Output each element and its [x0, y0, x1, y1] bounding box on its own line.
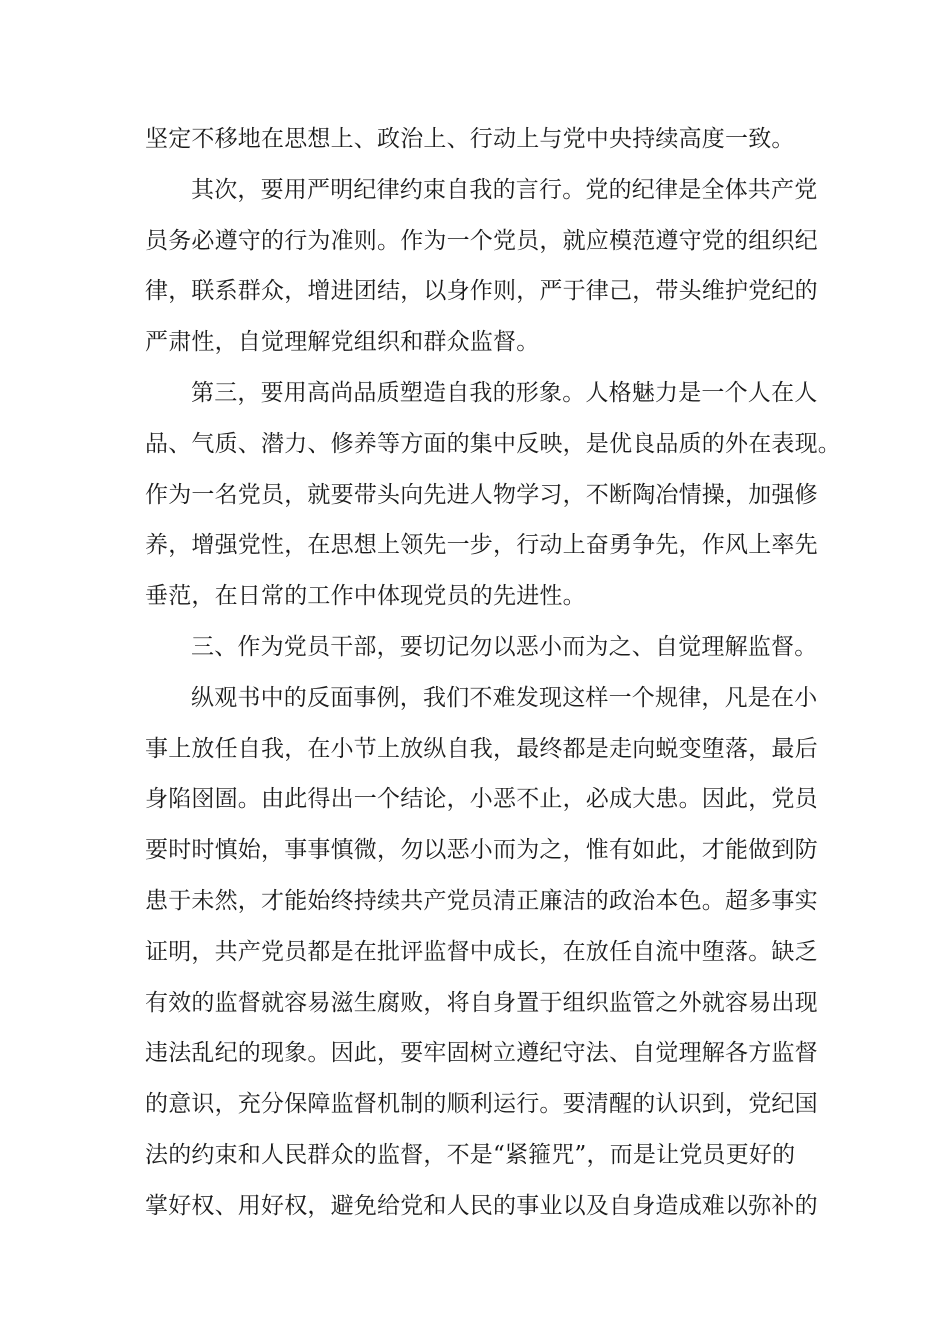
text-line: 要时时慎始，事事慎微，勿以恶小而为之，惟有如此，才能做到防 [145, 837, 818, 864]
section-heading: 三、作为党员干部，要切记勿以恶小而为之、自觉理解监督。 [191, 633, 818, 660]
text-line: 坚定不移地在思想上、政治上、行动上与党中央持续高度一致。 [145, 126, 795, 152]
text-line: 作为一名党员，就要带头向先进人物学习，不断陶冶情操，加强修 [145, 481, 818, 508]
text-line: 严肃性，自觉理解党组织和群众监督。 [145, 329, 540, 356]
text-line: 垂范，在日常的工作中体现党员的先进性。 [145, 583, 586, 610]
text-line: 身陷囹圄。由此得出一个结论，小恶不止，必成大患。因此，党员 [145, 786, 818, 813]
body-text [145, 114, 841, 1232]
text-line: 养，增强党性，在思想上领先一步，行动上奋勇争先，作风上率先 [145, 532, 818, 559]
text-line: 患于未然，才能始终持续共产党员清正廉洁的政治本色。超多事实 [145, 887, 818, 914]
text-line: 品、气质、潜力、修养等方面的集中反映，是优良品质的外在表现。 [145, 430, 841, 457]
text-line: 律，联系群众，增进团结，以身作则，严于律己，带头维护党纪的 [145, 278, 818, 305]
text-line: 的意识，充分保障监督机制的顺利运行。要清醒的认识到，党纪国 [145, 1091, 818, 1118]
text-line: 员务必遵守的行为准则。作为一个党员，就应模范遵守党的组织纪 [145, 227, 818, 254]
text-line: 纵观书中的反面事例，我们不难发现这样一个规律，凡是在小 [191, 684, 818, 711]
text-line: 违法乱纪的现象。因此，要牢固树立遵纪守法、自觉理解各方监督 [145, 1040, 818, 1067]
text-line: 其次，要用严明纪律约束自我的言行。党的纪律是全体共产党 [191, 176, 818, 203]
text-line: 证明，共产党员都是在批评监督中成长，在放任自流中堕落。缺乏 [145, 938, 818, 965]
text-line: 事上放任自我，在小节上放纵自我，最终都是走向蜕变堕落，最后 [145, 735, 818, 762]
text-line: 掌好权、用好权，避免给党和人民的事业以及自身造成难以弥补的 [145, 1192, 818, 1219]
text-line: 法的约束和人民群众的监督，不是“紧箍咒”，而是让党员更好的 [145, 1141, 796, 1168]
text-line: 第三，要用高尚品质塑造自我的形象。人格魅力是一个人在人 [191, 379, 818, 406]
text-line: 有效的监督就容易滋生腐败，将自身置于组织监管之外就容易出现 [145, 989, 818, 1016]
